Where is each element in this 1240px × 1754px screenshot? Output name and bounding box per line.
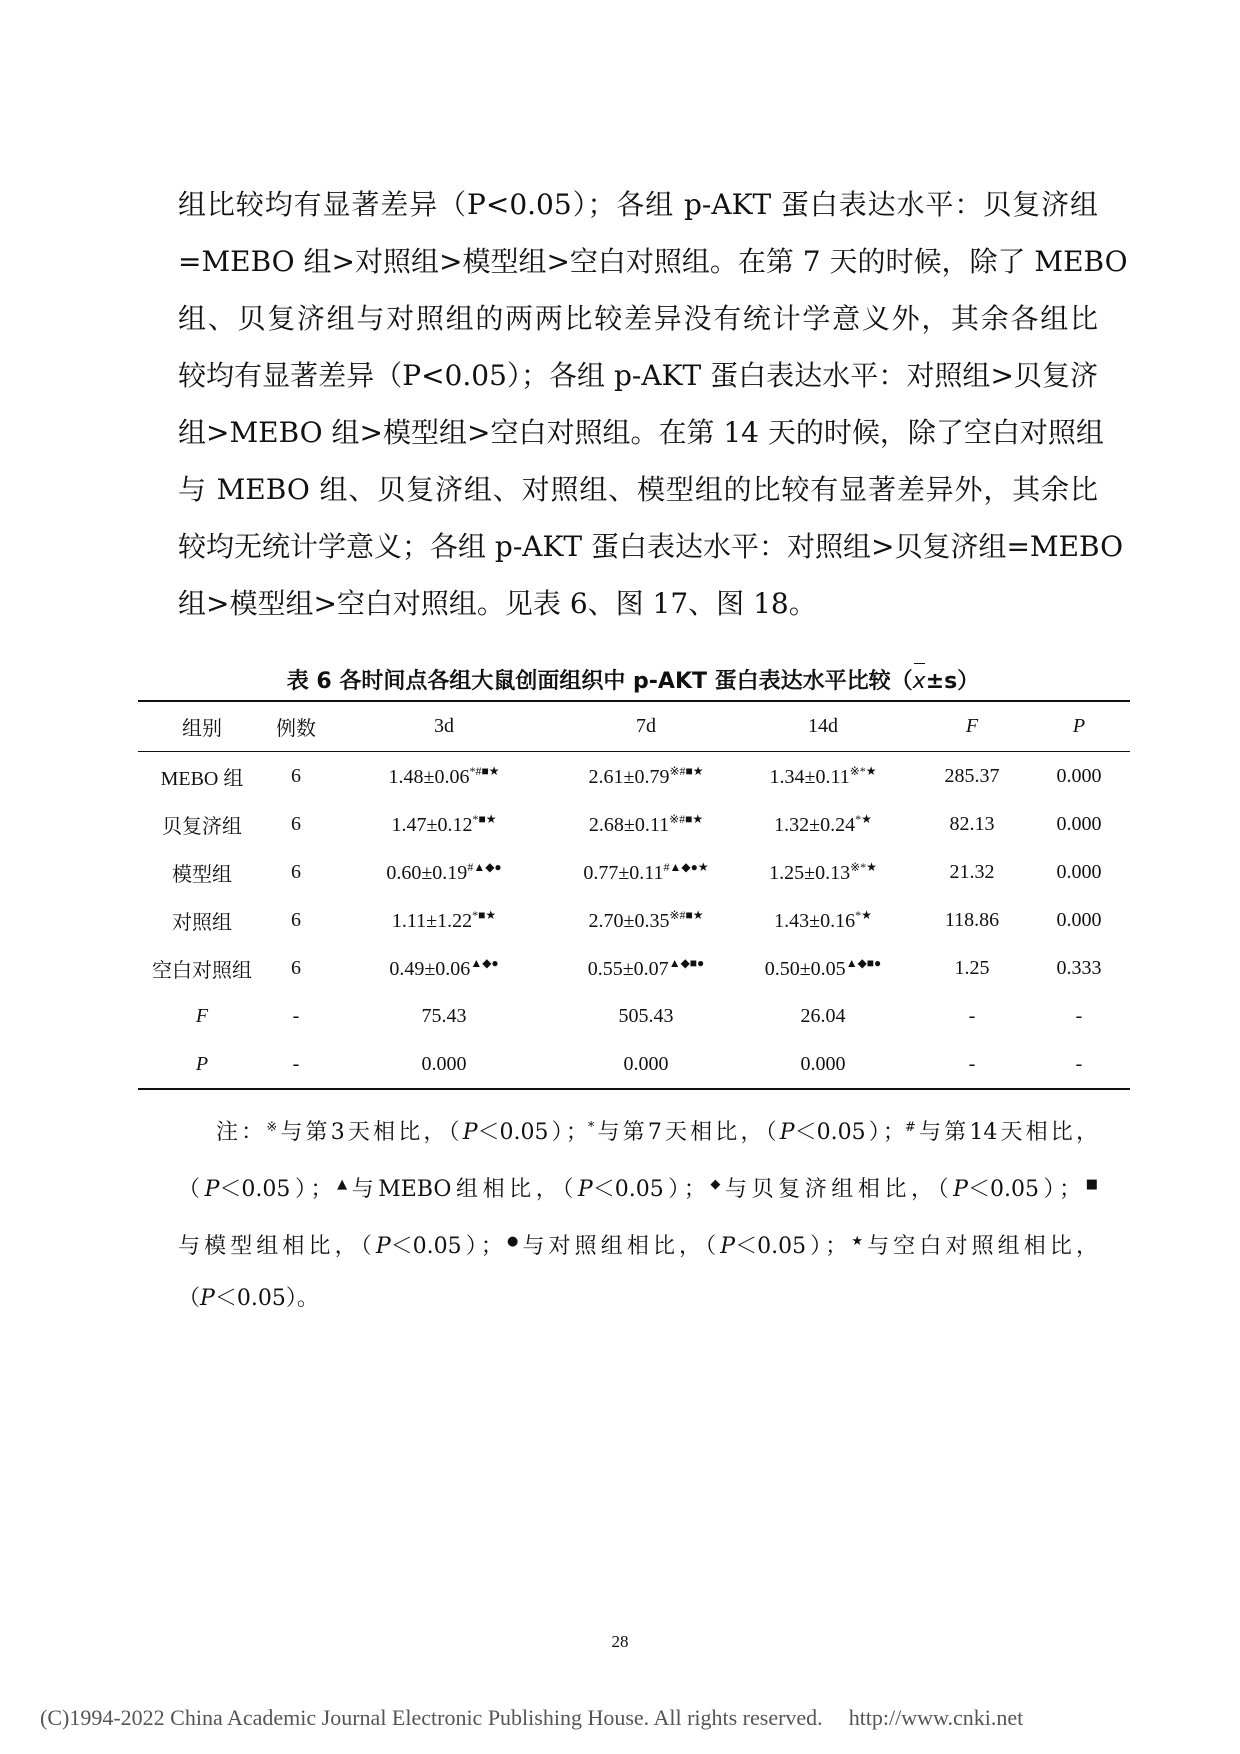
note-text: ＜0.05）；	[390, 1234, 503, 1259]
paragraph-line: 较均无统计学意义；各组 p-AKT 蛋白表达水平：对照组>贝复济组=MEBO	[178, 530, 1124, 563]
d14-cell	[730, 896, 916, 944]
note-symbol: ●	[502, 1234, 523, 1249]
d7-cell	[562, 800, 730, 848]
group-cell: F	[195, 1004, 209, 1027]
p-cell: 0.000	[1056, 908, 1102, 931]
note-text: ＜0.05）；	[219, 1177, 333, 1202]
d14-cell	[730, 944, 916, 992]
note-line	[178, 1216, 1098, 1273]
d3-cell	[326, 848, 562, 896]
note-text: ＜0.05）；	[592, 1177, 706, 1202]
note-text: 与模型组相比，（	[178, 1234, 376, 1259]
group-cell: MEBO 组	[160, 767, 244, 790]
p-cell: -	[1075, 1004, 1083, 1027]
d7-cell	[562, 944, 730, 992]
note-text: 与MEBO组相比，（	[351, 1177, 578, 1202]
table-row	[138, 800, 1130, 848]
significance-marks: ▲◆●	[470, 955, 499, 970]
d3-cell	[326, 752, 562, 801]
table-caption-text: 表 6 各时间点各组大鼠创面组织中 p-AKT 蛋白表达水平比较（	[286, 669, 913, 694]
value: 0.50±0.05	[764, 957, 846, 980]
column-header: 组别	[138, 701, 266, 752]
significance-marks: *★	[855, 811, 872, 826]
f-cell: -	[968, 1004, 976, 1027]
copyright-text: (C)1994-2022 China Academic Journal Electronic Publishing House. All rights reserved.	[40, 1705, 823, 1730]
value: 0.55±0.07	[587, 957, 669, 980]
body-paragraph	[178, 176, 1128, 632]
f-cell: -	[916, 1040, 1028, 1089]
value: 1.11±1.22	[391, 909, 473, 932]
value: 2.70±0.35	[588, 909, 670, 932]
paragraph-line: 与 MEBO 组、贝复济组、对照组、模型组的比较有显著差异外，其余比	[178, 473, 1098, 506]
d7-cell: 0.000	[562, 1040, 730, 1089]
value: 0.60±0.19	[386, 861, 468, 884]
column-header: 14d	[730, 701, 916, 752]
group-cell: 对照组	[172, 911, 232, 934]
p-cell: 0.000	[1056, 860, 1102, 883]
data-table	[138, 700, 1130, 1090]
value: 1.25±0.13	[769, 861, 851, 884]
n-cell: 6	[291, 860, 301, 883]
n-cell: 6	[291, 956, 301, 979]
n-cell: -	[292, 1004, 300, 1027]
table-row	[138, 1040, 1130, 1089]
d7-cell	[562, 848, 730, 896]
value: 1.43±0.16	[774, 909, 856, 932]
column-header: F	[916, 701, 1028, 752]
paragraph-line: =MEBO 组>对照组>模型组>空白对照组。在第 7 天的时候，除了 MEBO	[178, 245, 1128, 278]
footer-url[interactable]: http://www.cnki.net	[848, 1705, 1024, 1730]
n-cell: 6	[291, 908, 301, 931]
significance-marks: *#■★	[469, 763, 500, 778]
f-cell: 21.32	[949, 860, 995, 883]
table-row	[138, 944, 1130, 992]
significance-marks: ▲◆■●	[668, 955, 705, 970]
value: 0.49±0.06	[389, 957, 471, 980]
value: 1.47±0.12	[391, 813, 473, 836]
value: 2.61±0.79	[588, 765, 670, 788]
p-symbol: P	[375, 1234, 391, 1259]
significance-marks: #▲◆●	[467, 859, 502, 874]
note-text: 注：	[216, 1120, 267, 1145]
note-symbol: *	[587, 1120, 595, 1135]
note-text: ＜0.05）；	[735, 1234, 848, 1259]
significance-marks: ▲◆■●	[845, 955, 882, 970]
note-symbol: ★	[847, 1234, 868, 1249]
significance-marks: *■★	[472, 811, 497, 826]
significance-marks: ※#■★	[669, 763, 704, 778]
table-header-row	[138, 701, 1130, 752]
group-cell: 空白对照组	[152, 959, 252, 982]
p-symbol: P	[200, 1286, 215, 1311]
p-cell: 0.333	[1056, 956, 1102, 979]
value: 1.32±0.24	[774, 813, 856, 836]
table-row	[138, 752, 1130, 801]
paragraph-line: 组>模型组>空白对照组。见表 6、图 17、图 18。	[178, 587, 817, 620]
p-symbol: P	[779, 1120, 795, 1145]
table-caption	[138, 664, 1128, 695]
note-text: ＜0.05）；	[477, 1120, 588, 1145]
p-symbol: P	[462, 1120, 478, 1145]
note-text: （	[178, 1286, 201, 1311]
note-text: 与第3天相比，（	[280, 1120, 463, 1145]
paragraph-line: 组>MEBO 组>模型组>空白对照组。在第 14 天的时候，除了空白对照组	[178, 416, 1104, 449]
p-symbol: P	[204, 1177, 220, 1202]
table-row	[138, 896, 1130, 944]
p-cell: 0.000	[1056, 812, 1102, 835]
table-note	[178, 1102, 1098, 1325]
note-symbol: ▲	[332, 1177, 352, 1192]
p-cell: 0.000	[1056, 764, 1102, 787]
value: 1.48±0.06	[388, 765, 470, 788]
note-text: 与空白对照组相比，	[867, 1234, 1098, 1259]
significance-marks: #▲◆●★	[663, 859, 709, 874]
note-text: 与第14天相比，	[915, 1120, 1098, 1145]
note-symbol: ◆	[705, 1177, 726, 1192]
f-cell: 1.25	[954, 956, 990, 979]
f-cell: 82.13	[949, 812, 995, 835]
note-text: ＜0.05）。	[214, 1286, 319, 1311]
group-cell: P	[138, 1040, 266, 1089]
significance-marks: ※#■★	[669, 811, 704, 826]
note-symbol: #	[904, 1120, 916, 1135]
note-line	[178, 1102, 1098, 1159]
table-row	[138, 848, 1130, 896]
d14-cell	[730, 752, 916, 801]
note-symbol: ※	[266, 1120, 281, 1135]
d14-cell: 26.04	[800, 1004, 846, 1027]
group-cell: 模型组	[172, 863, 232, 886]
f-cell: 285.37	[944, 764, 1000, 787]
n-cell: 6	[291, 812, 301, 835]
column-header: 7d	[562, 701, 730, 752]
p-symbol: P	[577, 1177, 593, 1202]
note-line	[178, 1273, 1098, 1325]
footer	[40, 1705, 1023, 1731]
d14-cell: 0.000	[730, 1040, 916, 1089]
significance-marks: ※*★	[849, 763, 877, 778]
d7-cell: 505.43	[618, 1004, 674, 1027]
value: 1.34±0.11	[769, 765, 850, 788]
table-row	[138, 992, 1130, 1040]
column-header: P	[1028, 701, 1130, 752]
d14-cell	[730, 800, 916, 848]
note-text: ＜0.05）；	[794, 1120, 905, 1145]
note-text: （	[178, 1177, 205, 1202]
p-cell: -	[1028, 1040, 1130, 1089]
d14-cell	[730, 848, 916, 896]
paragraph-line: 组比较均有显著差异（P<0.05）；各组 p-AKT 蛋白表达水平：贝复济组	[178, 188, 1098, 221]
value: 2.68±0.11	[588, 813, 670, 836]
d3-cell	[326, 800, 562, 848]
significance-marks: *★	[855, 907, 872, 922]
column-header: 例数	[266, 701, 326, 752]
n-cell: -	[266, 1040, 326, 1089]
group-cell: 贝复济组	[162, 815, 242, 838]
value: 0.77±0.11	[583, 861, 664, 884]
note-text: 与第7天相比，（	[594, 1120, 780, 1145]
note-line	[178, 1159, 1098, 1216]
significance-marks: ※#■★	[669, 907, 704, 922]
note-symbol: ■	[1081, 1177, 1098, 1192]
significance-marks: *■★	[472, 907, 497, 922]
p-symbol: P	[953, 1177, 968, 1202]
d7-cell	[562, 896, 730, 944]
d3-cell	[326, 896, 562, 944]
column-header: 3d	[326, 701, 562, 752]
mean-symbol: x	[912, 669, 926, 694]
d3-cell	[326, 944, 562, 992]
d3-cell: 75.43	[421, 1004, 467, 1027]
table-caption-suffix: ±s）	[925, 669, 980, 694]
paragraph-line: 较均有显著差异（P<0.05）；各组 p-AKT 蛋白表达水平：对照组>贝复济	[178, 359, 1098, 392]
significance-marks: ※*★	[850, 859, 877, 874]
paragraph-line: 组、贝复济组与对照组的两两比较差异没有统计学意义外，其余各组比	[178, 302, 1098, 335]
d7-cell	[562, 752, 730, 801]
note-text: 与对照组相比，（	[522, 1234, 721, 1259]
d3-cell: 0.000	[326, 1040, 562, 1089]
f-cell: 118.86	[944, 908, 1000, 931]
n-cell: 6	[291, 764, 301, 787]
note-text: ＜0.05）；	[967, 1177, 1082, 1202]
note-text: 与贝复济组相比，（	[725, 1177, 954, 1202]
p-symbol: P	[720, 1234, 736, 1259]
page-number: 28	[611, 1632, 629, 1651]
